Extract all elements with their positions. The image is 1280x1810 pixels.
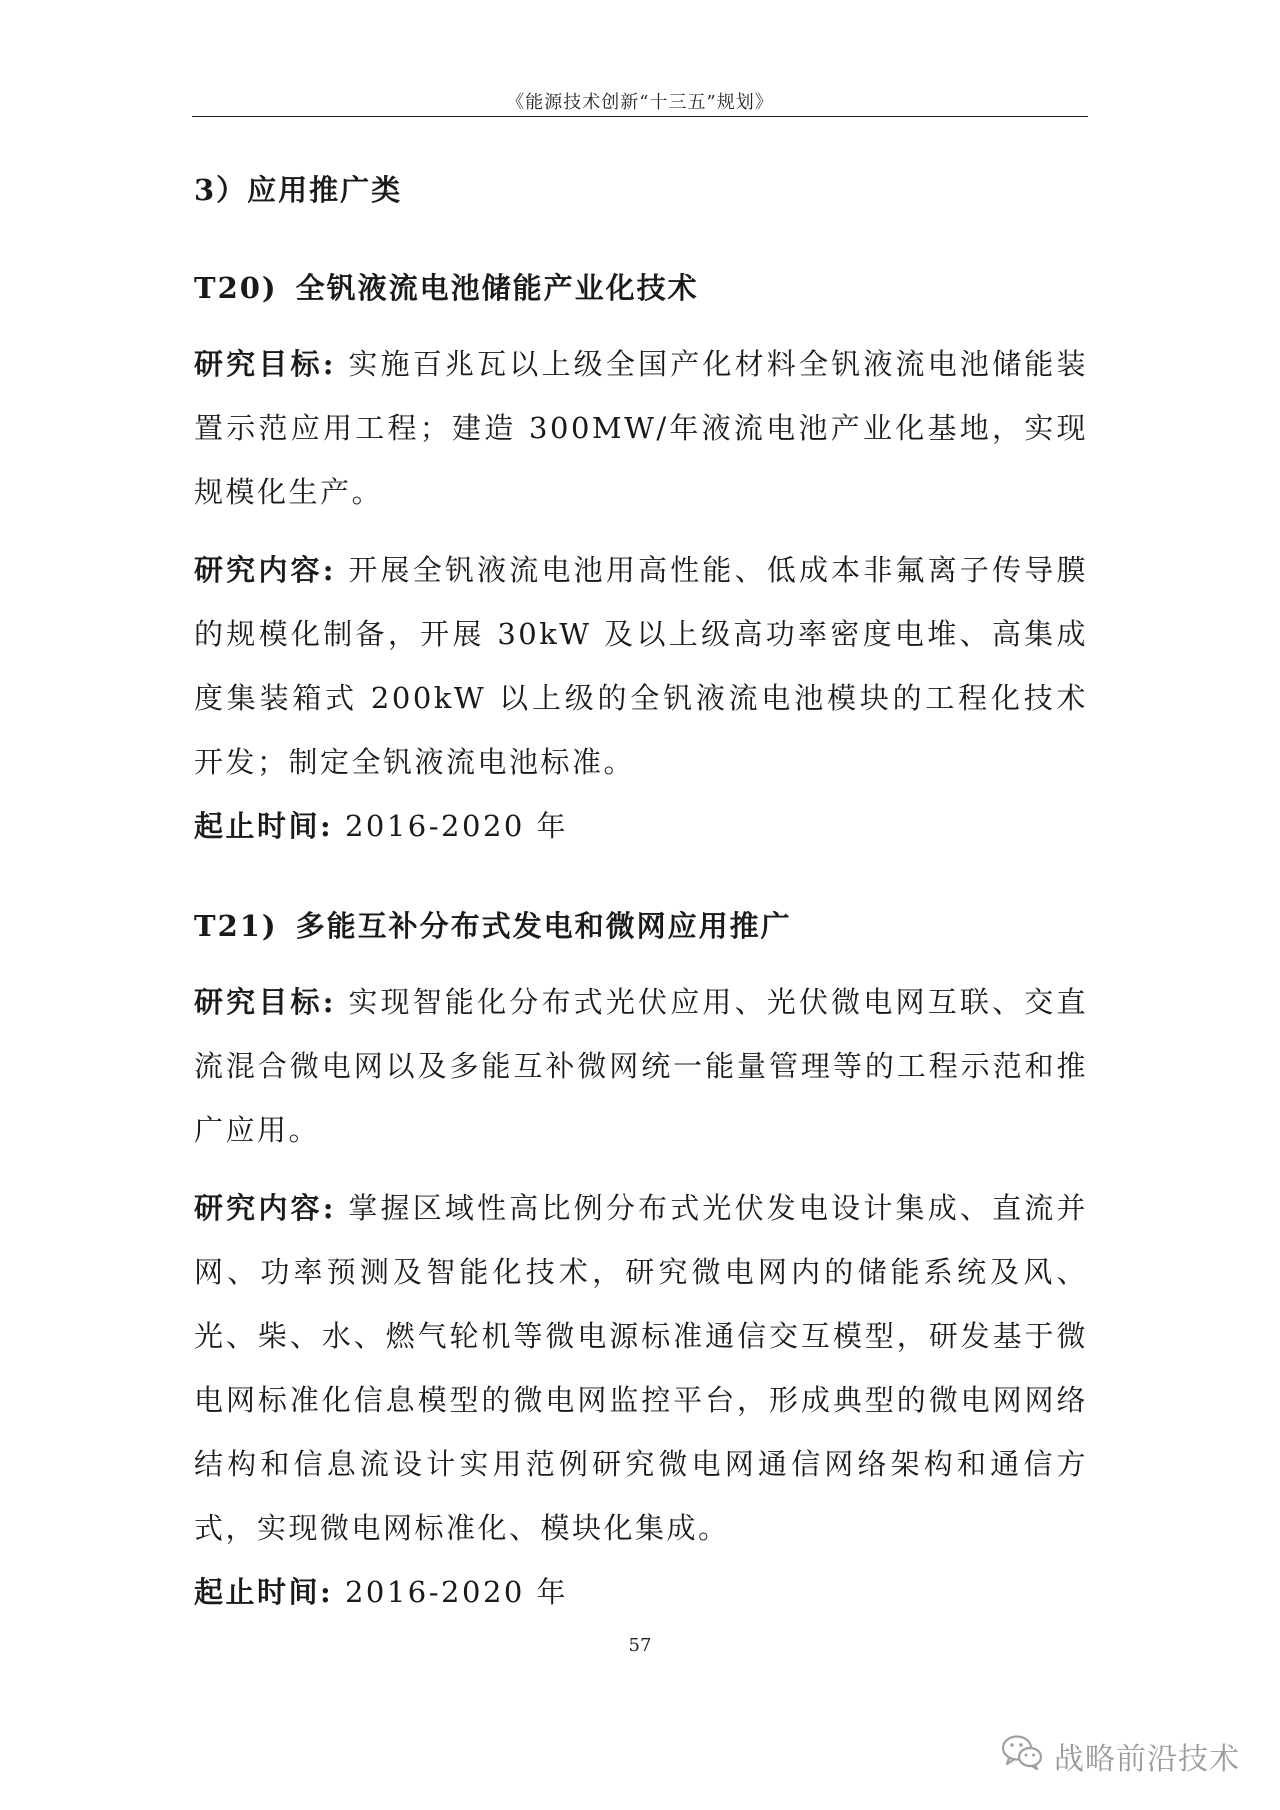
research-goal: [194, 332, 1088, 524]
topic-title-text: 全钒液流电池储能产业化技术: [295, 271, 699, 305]
page-number: 57: [628, 1635, 652, 1656]
watermark-text: 战略前沿技术: [1054, 1742, 1240, 1777]
research-goal-label: 研究目标:: [194, 985, 336, 1019]
research-goal: [194, 970, 1088, 1162]
topic-t21: [194, 896, 1088, 1624]
period-label: 起止时间:: [194, 809, 334, 843]
research-content-label: 研究内容:: [194, 553, 336, 587]
research-goal-label: 研究目标:: [194, 347, 336, 381]
period-label: 起止时间:: [194, 1575, 334, 1609]
research-content: [194, 538, 1088, 794]
topic-title: [194, 896, 1088, 956]
research-content-text: 开展全钒液流电池用高性能、低成本非氟离子传导膜的规模化制备，开展 30kW 及以上级高功率密度电堆、高集成度集装箱式 200kW 以上级的全钒液流电池模块的工程化技术开发；制定全钒液流电池标准。: [194, 553, 1088, 779]
research-content-text: 掌握区域性高比例分布式光伏发电设计集成、直流并网、功率预测及智能化技术，研究微电网内的储能系统及风、光、柴、水、燃气轮机等微电源标准通信交互模型，研发基于微电网标准化信息模型的微电网监控平台，形成典型的微电网网络结构和信息流设计实用范例研究微电网通信网络架构和通信方式，实现微电网标准化、模块化集成。: [194, 1191, 1088, 1545]
page-body: [194, 160, 1088, 1624]
header-divider: [192, 116, 1088, 117]
period-text: 2016-2020 年: [344, 809, 569, 843]
topic-code: T21): [194, 909, 278, 943]
topic-title-text: 多能互补分布式发电和微网应用推广: [295, 909, 792, 943]
research-content-label: 研究内容:: [194, 1191, 336, 1225]
watermark: [1000, 1732, 1240, 1780]
period-text: 2016-2020 年: [344, 1575, 569, 1609]
research-content: [194, 1176, 1088, 1560]
section-heading: 3）应用推广类: [194, 173, 403, 207]
period: [194, 794, 1088, 858]
period: [194, 1560, 1088, 1624]
topic-t20: [194, 258, 1088, 858]
research-goal-text: 实施百兆瓦以上级全国产化材料全钒液流电池储能装置示范应用工程；建造 300MW/年液流电池产业化基地，实现规模化生产。: [194, 347, 1088, 509]
page-header-title: 《能源技术创新“十三五”规划》: [506, 92, 774, 113]
topic-title: [194, 258, 1088, 318]
topic-code: T20): [194, 271, 278, 305]
wechat-icon: [1000, 1732, 1044, 1780]
research-goal-text: 实现智能化分布式光伏应用、光伏微电网互联、交直流混合微电网以及多能互补微网统一能量管理等的工程示范和推广应用。: [194, 985, 1088, 1147]
